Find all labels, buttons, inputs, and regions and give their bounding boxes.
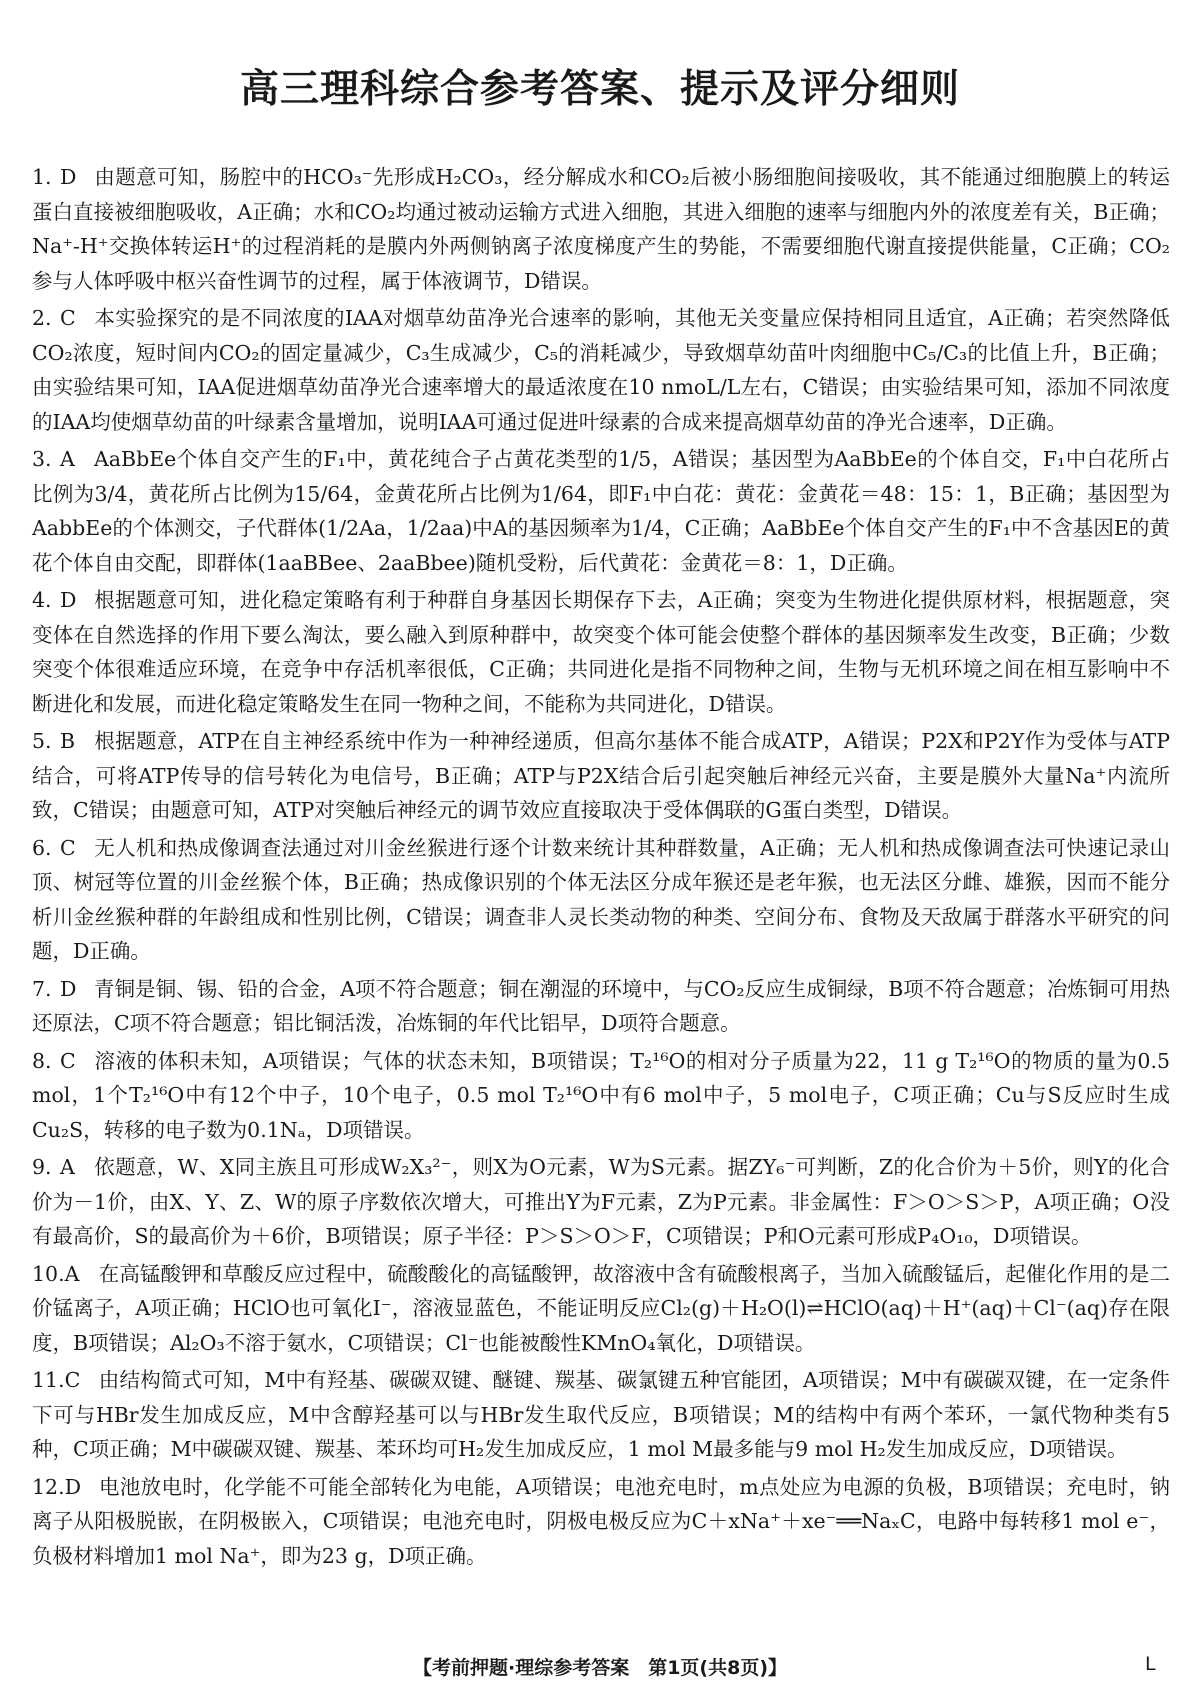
answer-item-11 xyxy=(32,1363,1170,1467)
item-answer: A xyxy=(64,1261,80,1286)
item-answer: C xyxy=(60,1048,76,1073)
answer-item-5 xyxy=(32,724,1170,828)
item-number: 3. xyxy=(32,447,52,471)
answer-list xyxy=(32,160,1170,1576)
item-explanation: 由结构简式可知，M中有羟基、碳碳双键、醚键、羰基、碳氯键五种官能团，A项错误；M中有碳碳双键，在一定条件下可与HBr发生加成反应，M中含醇羟基可以与HBr发生取代反应，B项错误；M的结构中有两个苯环，一氯代物种类有5种，C项正确；M中碳碳双键、羰基、苯环均可H₂发生加成反应，1 mol M最多能与9 mol H₂发生加成反应，D项错误。 xyxy=(32,1368,1170,1461)
answer-item-8 xyxy=(32,1044,1170,1148)
item-number: 7. xyxy=(32,976,52,1001)
item-explanation: 无人机和热成像调查法通过对川金丝猴进行逐个计数来统计其种群数量，A正确；无人机和热成像调查法可快速记录山顶、树冠等位置的川金丝猴个体，B正确；热成像识别的个体无法区分成年猴还是老年猴，也无法区分雌、雄猴，因而不能分析川金丝猴种群的年龄组成和性别比例，C错误；调查非人灵长类动物的种类、空间分布、食物及天敌属于群落水平研究的问题，D正确。 xyxy=(32,835,1170,963)
item-number: 9. xyxy=(32,1155,52,1179)
item-number: 10. xyxy=(32,1261,65,1286)
item-explanation: 溶液的体积未知，A项错误；气体的状态未知，B项错误；T₂¹⁶O的相对分子质量为22，11 g T₂¹⁶O的物质的量为0.5 mol，1个T₂¹⁶O中有12个中子，10个电子，0.5 mol T₂¹⁶O中有6 mol中子，5 mol电子，C项正确；Cu与S反应时生成Cu₂S，转移的电子数为0.1Nₐ，D项错误。 xyxy=(32,1048,1170,1142)
item-explanation: 在高锰酸钾和草酸反应过程中，硫酸酸化的高锰酸钾，故溶液中含有硫酸根离子，当加入硫酸锰后，起催化作用的是二价锰离子，A项正确；HClO也可氧化I⁻，溶液显蓝色，不能证明反应Cl₂(g)＋H₂O(l)⇌HClO(aq)＋H⁺(aq)＋Cl⁻(aq)存在限度，B项错误；Al₂O₃不溶于氨水，C项错误；Cl⁻也能被酸性KMnO₄氧化，D项错误。 xyxy=(32,1261,1170,1355)
item-answer: B xyxy=(60,729,76,753)
document-title: 高三理科综合参考答案、提示及评分细则 xyxy=(239,67,960,112)
answer-item-10 xyxy=(32,1257,1170,1361)
item-answer: D xyxy=(64,1474,82,1499)
page-code: L xyxy=(1145,1653,1156,1675)
item-explanation: AaBbEe个体自交产生的F₁中，黄花纯合子占黄花类型的1/5，A错误；基因型为AaBbEe的个体自交，F₁中白花所占比例为3/4，黄花所占比例为15/64，金黄花所占比例为1/64，即F₁中白花：黄花：金黄花＝48：15：1，B正确；基因型为AabbEe的个体测交，子代群体(1/2Aa，1/2aa)中A的基因频率为1/4，C正确；AaBbEe个体自交产生的F₁中不含基因E的黄花个体自由交配，即群体(1aaBBee、2aaBbee)随机受粉，后代黄花：金黄花＝8：1，D正确。 xyxy=(32,447,1170,575)
item-answer: A xyxy=(60,447,75,471)
answer-item-12 xyxy=(32,1470,1170,1574)
item-number: 12. xyxy=(32,1474,65,1499)
item-explanation: 电池放电时，化学能不可能全部转化为电能，A项错误；电池充电时，m点处应为电源的负极，B项错误；充电时，钠离子从阳极脱嵌，在阴极嵌入，C项错误；电池充电时，阴极电极反应为C＋xNa⁺＋xe⁻══NaₓC，电路中每转移1 mol e⁻，负极材料增加1 mol Na⁺，即为23 g，D项正确。 xyxy=(32,1474,1170,1568)
item-number: 2. xyxy=(32,306,52,330)
item-explanation: 由题意可知，肠腔中的HCO₃⁻先形成H₂CO₃，经分解成水和CO₂后被小肠细胞间接吸收，其不能通过细胞膜上的转运蛋白直接被细胞吸收，A正确；水和CO₂均通过被动运输方式进入细胞，其进入细胞的速率与细胞内外的浓度差有关，B正确；Na⁺-H⁺交换体转运H⁺的过程消耗的是膜内外两侧钠离子浓度梯度产生的势能，不需要细胞代谢直接提供能量，C正确；CO₂参与人体呼吸中枢兴奋性调节的过程，属于体液调节，D错误。 xyxy=(32,165,1170,293)
item-number: 4. xyxy=(32,588,52,612)
answer-item-1 xyxy=(32,160,1170,298)
item-number: 5. xyxy=(32,729,52,753)
item-explanation: 青铜是铜、锡、铅的合金，A项不符合题意；铜在潮湿的环境中，与CO₂反应生成铜绿，B项不符合题意；冶炼铜可用热还原法，C项不符合题意；铝比铜活泼，冶炼铜的年代比铝早，D项符合题意。 xyxy=(32,976,1170,1035)
answer-item-3 xyxy=(32,442,1170,580)
item-explanation: 本实验探究的是不同浓度的IAA对烟草幼苗净光合速率的影响，其他无关变量应保持相同且适宜，A正确；若突然降低CO₂浓度，短时间内CO₂的固定量减少，C₃生成减少，C₅的消耗减少，导致烟草幼苗叶肉细胞中C₅/C₃的比值上升，B正确；由实验结果可知，IAA促进烟草幼苗净光合速率增大的最适浓度在10 nmoL/L左右，C错误；由实验结果可知，添加不同浓度的IAA均使烟草幼苗的叶绿素含量增加，说明IAA可通过促进叶绿素的合成来提高烟草幼苗的净光合速率，D正确。 xyxy=(32,306,1170,434)
item-answer: C xyxy=(64,1368,81,1392)
answer-item-4 xyxy=(32,583,1170,721)
item-explanation: 根据题意可知，进化稳定策略有利于种群自身基因长期保存下去，A正确；突变为生物进化提供原材料，根据题意，突变体在自然选择的作用下要么淘汰，要么融入到原种群中，故突变个体可能会使整个群体的基因频率发生改变，B正确；少数突变个体很难适应环境，在竞争中存活机率很低，C正确；共同进化是指不同物种之间，生物与无机环境之间在相互影响中不断进化和发展，而进化稳定策略发生在同一物种之间，不能称为共同进化，D错误。 xyxy=(32,588,1170,716)
item-number: 11. xyxy=(32,1368,65,1392)
item-answer: D xyxy=(60,976,77,1001)
answer-item-7 xyxy=(32,972,1170,1041)
answer-item-2 xyxy=(32,301,1170,439)
item-number: 6. xyxy=(32,835,52,860)
item-answer: C xyxy=(60,835,76,860)
item-answer: A xyxy=(60,1155,75,1179)
item-explanation: 依题意，W、X同主族且可形成W₂X₃²⁻，则X为O元素，W为S元素。据ZY₆⁻可判断，Z的化合价为＋5价，则Y的化合价为－1价，由X、Y、Z、W的原子序数依次增大，可推出Y为F元素，Z为P元素。非金属性：F＞O＞S＞P，A项正确；O没有最高价，S的最高价为＋6价，B项错误；原子半径：P＞S＞O＞F，C项错误；P和O元素可形成P₄O₁₀，D项错误。 xyxy=(32,1155,1170,1248)
item-answer: D xyxy=(60,588,77,612)
item-explanation: 根据题意，ATP在自主神经系统中作为一种神经递质，但高尔基体不能合成ATP，A错误；P2X和P2Y作为受体与ATP结合，可将ATP传导的信号转化为电信号，B正确；ATP与P2X结合后引起突触后神经元兴奋，主要是膜外大量Na⁺内流所致，C错误；由题意可知，ATP对突触后神经元的调节效应直接取决于受体偶联的G蛋白类型，D错误。 xyxy=(32,729,1170,822)
item-answer: D xyxy=(60,165,77,189)
answer-item-6 xyxy=(32,831,1170,969)
item-answer: C xyxy=(60,306,76,330)
item-number: 1. xyxy=(32,165,52,189)
item-number: 8. xyxy=(32,1048,52,1073)
page-footer: 【考前押题·理综参考答案 第1页(共8页)】 xyxy=(412,1657,788,1679)
answer-item-9 xyxy=(32,1150,1170,1254)
